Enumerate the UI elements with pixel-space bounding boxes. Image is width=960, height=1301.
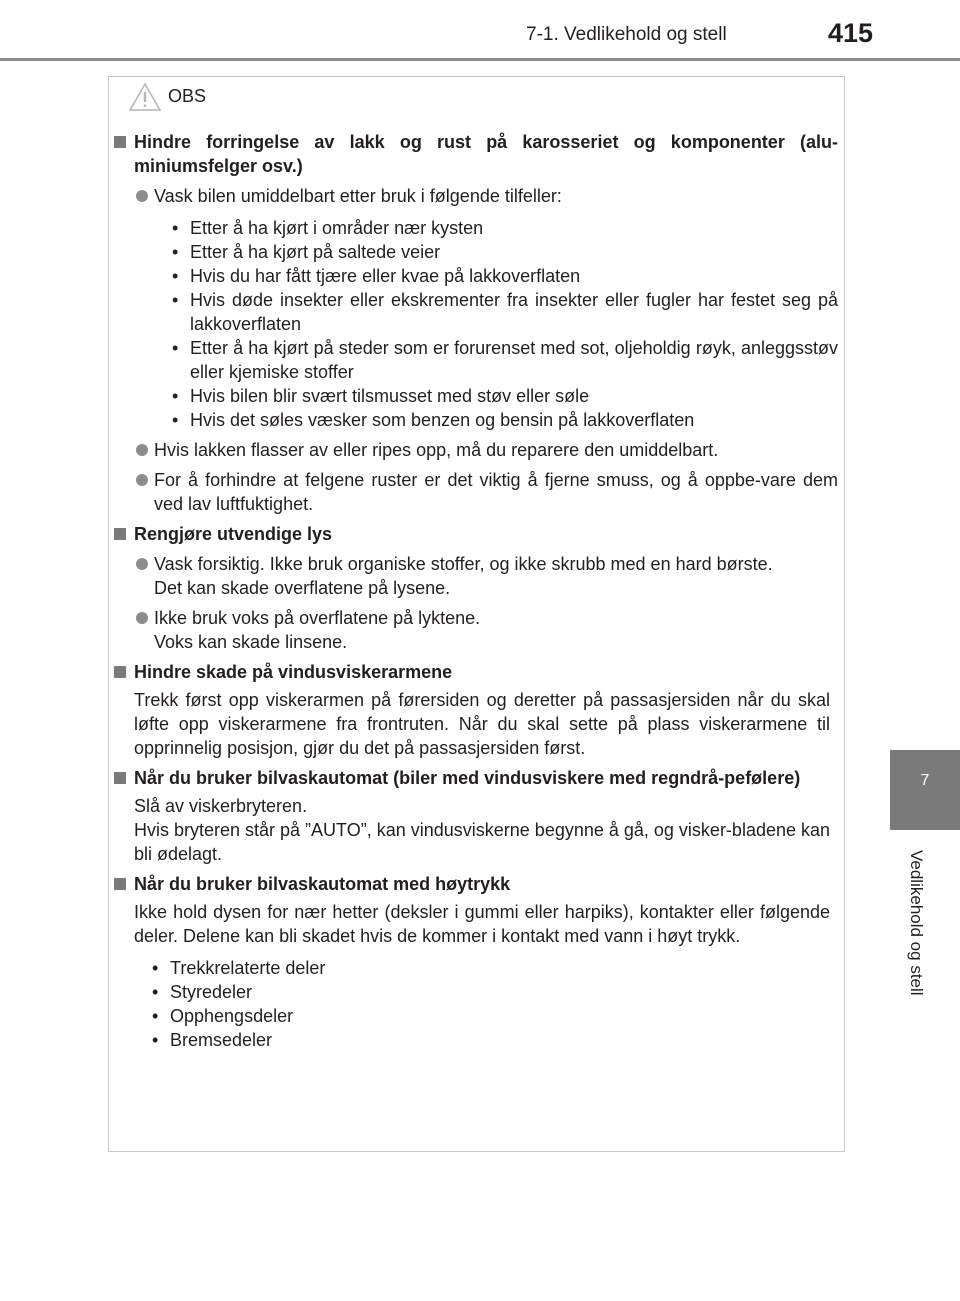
section-text — [134, 794, 838, 866]
bullet-dot-icon — [136, 444, 148, 456]
bullet-point — [134, 468, 838, 516]
parts-list — [134, 956, 838, 1052]
list-item: • Etter å ha kjørt på steder som er forurenset med sot, oljeholdig røyk, anleggsstøv eller kjemiske stoffer — [170, 336, 838, 384]
section-high-pressure-wash — [114, 872, 838, 1052]
section-square-icon — [114, 528, 126, 540]
list-item: • Etter å ha kjørt i områder nær kysten — [170, 216, 838, 240]
list-item: • Etter å ha kjørt på saltede veier — [170, 240, 838, 264]
section-text-line: Hvis bryteren står på ”AUTO”, kan vindusviskerne begynne å gå, og visker-bladene kan bli ødelagt. — [134, 820, 831, 864]
point-text: Vask bilen umiddelbart etter bruk i følgende tilfeller: — [154, 186, 562, 206]
list-item: • Styredeler — [150, 980, 838, 1004]
section-text: Ikke hold dysen for nær hetter (deksler i gummi eller harpiks), kontakter eller følgende deler. Delene kan bli skadet hvis de kommer i kontakt med vann i høyt trykk. — [134, 902, 830, 946]
section-title: Hindre forringelse av lakk og rust på karosseriet og komponenter (alu-miniumsfelger osv.) — [134, 132, 838, 176]
list-item: • Hvis det søles væsker som benzen og bensin på lakkoverflaten — [170, 408, 838, 432]
point-text: For å forhindre at felgene ruster er det viktig å fjerne smuss, og å oppbe-vare dem ved lav luftfuktighet. — [154, 470, 838, 514]
bullet-dot-icon — [136, 612, 148, 624]
notice-label: OBS — [168, 86, 207, 106]
point-text: Voks kan skade linsene. — [154, 632, 348, 652]
list-item: • Hvis bilen blir svært tilsmusset med støv eller søle — [170, 384, 838, 408]
section-car-wash-rain-sensor — [114, 766, 838, 866]
section-title: Hindre skade på vindusviskerarmene — [134, 662, 453, 682]
chapter-number: 7 — [920, 772, 930, 789]
bullet-dot-icon — [136, 474, 148, 486]
section-title: Når du bruker bilvaskautomat (biler med vindusviskere med regndrå-pefølere) — [134, 768, 801, 788]
list-item: • Opphengsdeler — [150, 1004, 838, 1028]
section-text-line: Slå av viskerbryteren. — [134, 796, 308, 816]
bullet-point — [134, 606, 838, 654]
notice-content — [114, 130, 838, 1058]
point-text: Vask forsiktig. Ikke bruk organiske stoffer, og ikke skrubb med en hard børste. — [154, 554, 773, 574]
section-title: Rengjøre utvendige lys — [134, 524, 333, 544]
section-text: Trekk først opp viskerarmen på førersiden og deretter på passasjersiden når du skal løfte opp viskerarmene fra frontruten. Når du skal sette på plass viskerarmene til opprinnelig posisjon, gjør du det på passasjersiden først. — [134, 690, 830, 758]
section-square-icon — [114, 136, 126, 148]
page-number: 415 — [828, 18, 874, 48]
bullet-point — [134, 552, 838, 600]
running-header-section: 7-1. Vedlikehold og stell — [526, 24, 727, 45]
list-item: • Hvis døde insekter eller ekskrementer fra insekter eller fugler har festet seg på lakkoverflaten — [170, 288, 838, 336]
chapter-tab — [890, 750, 960, 830]
section-exterior-lights — [114, 522, 838, 654]
chapter-label — [908, 850, 928, 1020]
bullet-dot-icon — [136, 190, 148, 202]
point-text: Det kan skade overflatene på lysene. — [154, 578, 451, 598]
chapter-label-text: Vedlikehold og stell — [907, 850, 926, 996]
warning-triangle-icon — [128, 82, 162, 112]
section-square-icon — [114, 878, 126, 890]
section-wiper-arms — [114, 660, 838, 760]
list-item: • Hvis du har fått tjære eller kvae på lakkoverflaten — [170, 264, 838, 288]
section-paint-rust — [114, 130, 838, 516]
section-square-icon — [114, 666, 126, 678]
list-item: • Bremsedeler — [150, 1028, 838, 1052]
header-rule — [0, 58, 960, 61]
section-title: Når du bruker bilvaskautomat med høytrykk — [134, 874, 511, 894]
bullet-dot-icon — [136, 558, 148, 570]
list-item: • Trekkrelaterte deler — [150, 956, 838, 980]
point-text: Ikke bruk voks på overflatene på lyktene. — [154, 608, 481, 628]
condition-list — [134, 216, 838, 432]
point-text: Hvis lakken flasser av eller ripes opp, må du reparere den umiddelbart. — [154, 440, 719, 460]
bullet-point — [134, 184, 838, 208]
section-square-icon — [114, 772, 126, 784]
bullet-point — [134, 438, 838, 462]
